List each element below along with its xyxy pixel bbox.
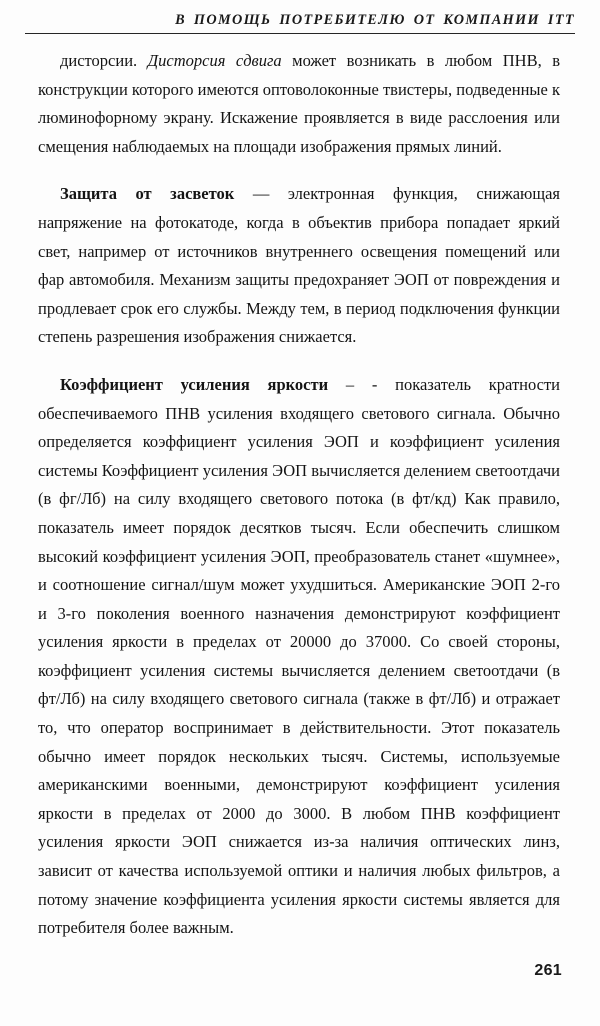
paragraph-distortion xyxy=(38,47,560,161)
paragraph-text-rest: может возникать в любом ПНВ, в конструкции которого имеются оптоволоконные твистеры, подведенные к люминофорному экрану. Искажение проявляется в виде расслоения или смещения наблюдаемых на площади изображения прямых линий. xyxy=(38,51,560,156)
paragraph-text-lead: дисторсии. xyxy=(60,51,148,70)
term-separator-dash: — xyxy=(234,184,288,204)
running-head: В ПОМОЩЬ ПОТРЕБИТЕЛЮ ОТ КОМПАНИИ ITT xyxy=(175,12,575,28)
term-bright-source-protection: Защита от засветок xyxy=(60,184,235,204)
text-column xyxy=(38,47,560,943)
paragraph-brightness-gain xyxy=(38,371,560,943)
definition-bright-source-protection: электронная функция, снижающая напряжение на фотокатоде, когда в объектив прибора попадает яркий свет, например от источников внутреннего освещения помещений или фар автомобиля. Механизм защиты предохраняет ЭОП от повреждения и продлевает срок его службы. Между тем, в период подключения функции степень разрешения изображения снижается. xyxy=(38,184,560,347)
italic-term-distortion: Дисторсия сдвига xyxy=(147,51,282,70)
term-separator-dash-2: – - xyxy=(328,374,396,394)
definition-brightness-gain: показатель кратности обеспечиваемого ПНВ усиления входящего светового сигнала. Обычно определяется коэффициент усиления ЭОП и коэффициент усиления системы Коэффициент усиления ЭОП вычисляется делением светоотдачи (в фг/Лб) на силу входящего светового потока (в фт/кд) Как правило, показатель имеет порядок десятков тысяч. Если обеспечить слишком высокий коэффициент усиления ЭОП, преобразователь станет «шумнее», и соотношение сигнал/шум может ухудшиться. Американские ЭОП 2-го и 3-го поколения военного назначения демонстрируют коэффициент усиления яркости в пределах от 20000 до 37000. Со своей стороны, коэффициент усиления системы вычисляется делением светоотдачи (в фт/Лб) на силу входящего светового сигнала (также в фт/Лб) и отражает то, что оператор воспринимает в действительности. Этот показатель обычно имеет порядок нескольких тысяч. Системы, используемые американскими военными, демонстрируют коэффициент усиления яркости в пределах от 2000 до 3000. В любом ПНВ коэффициент усиления яркости ЭОП снижается из-за наличия оптических линз, зависит от качества используемой оптики и наличия любых фильтров, а потому значение коэффициента усиления яркости системы является для потребителя более важным. xyxy=(38,374,561,938)
page-number: 261 xyxy=(534,962,562,979)
header-rule xyxy=(25,33,575,34)
paragraph-bright-source-protection xyxy=(38,180,560,352)
term-brightness-gain: Коэффициент усиления яркости xyxy=(60,374,329,394)
